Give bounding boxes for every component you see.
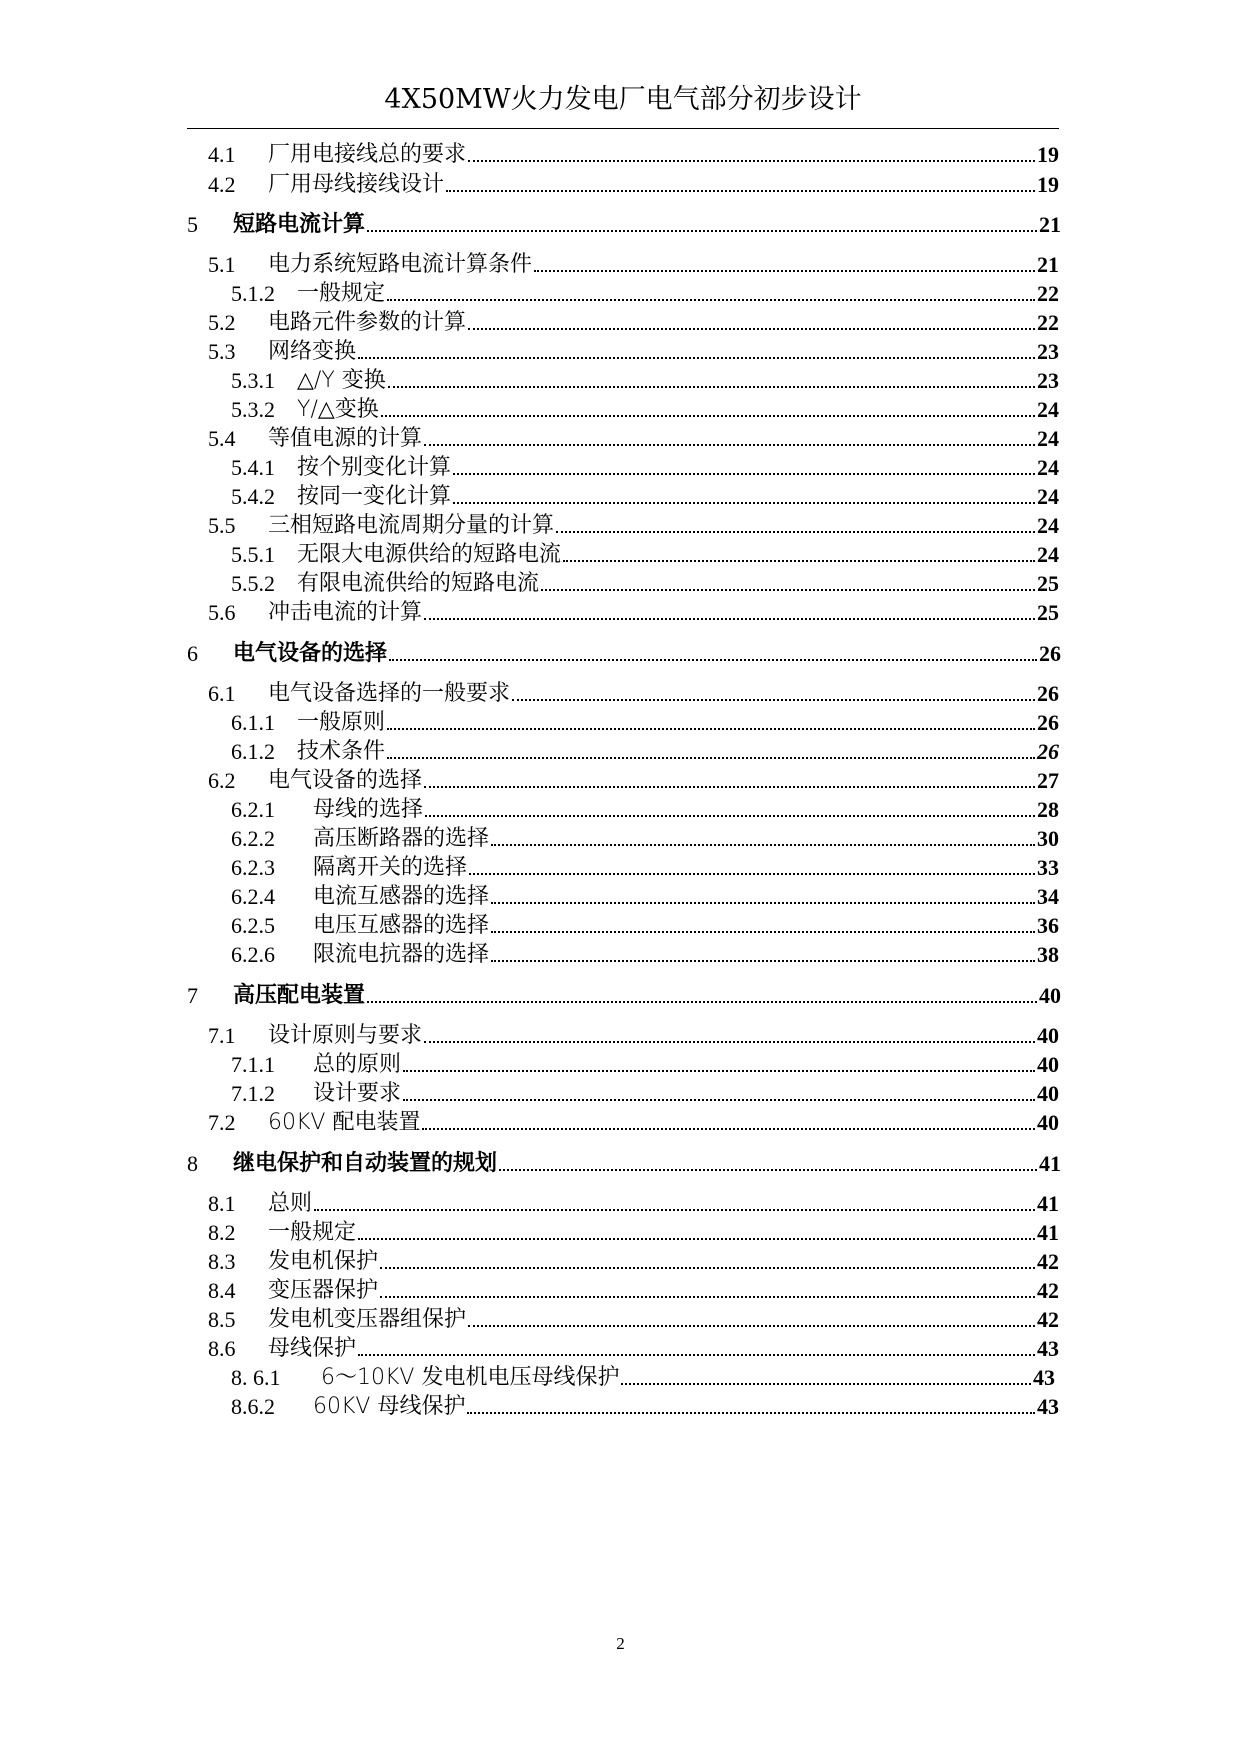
toc-dot-leader: [446, 190, 1035, 192]
toc-dot-leader: [563, 560, 1035, 562]
toc-entry-number: 5.4: [208, 426, 236, 451]
toc-dot-leader: [424, 1041, 1035, 1043]
toc-entry[interactable]: [187, 1302, 1059, 1334]
toc-dot-leader: [367, 230, 1037, 232]
toc-entry-number: 8.6.2: [231, 1394, 275, 1419]
toc-entry[interactable]: [187, 1360, 1055, 1392]
toc-entry-title: 设计原则与要求: [268, 1023, 423, 1048]
toc-entry[interactable]: [187, 247, 1059, 279]
toc-entry-page: 24: [1037, 484, 1059, 509]
toc-entry-title: 隔离开关的选择: [313, 855, 468, 880]
toc-entry-page: 24: [1037, 513, 1059, 538]
toc-entry[interactable]: [187, 305, 1059, 337]
toc-entry-page: 40: [1037, 1081, 1059, 1106]
toc-entry-page: 40: [1037, 1110, 1059, 1135]
toc-entry[interactable]: [187, 1244, 1059, 1276]
toc-entry-page: 23: [1037, 339, 1059, 364]
toc-dot-leader: [424, 618, 1035, 620]
toc-entry-page: 24: [1037, 397, 1059, 422]
page-header-title: 4X50MW火力发电厂电气部分初步设计: [384, 84, 862, 115]
toc-dot-leader: [389, 659, 1037, 661]
toc-entry[interactable]: [187, 1146, 1061, 1178]
toc-entry[interactable]: [187, 1389, 1059, 1421]
toc-entry-page: 33: [1037, 855, 1059, 880]
toc-entry-title: 总的原则: [313, 1052, 402, 1077]
toc-entry-number: 8: [187, 1151, 198, 1176]
toc-entry-page: 27: [1037, 768, 1059, 793]
toc-entry-page: 40: [1037, 1023, 1059, 1048]
toc-entry[interactable]: [187, 1018, 1059, 1050]
toc-entry-number: 6.1.1: [231, 710, 275, 735]
toc-entry-page: 26: [1037, 739, 1059, 764]
toc-entry-page: 26: [1037, 710, 1059, 735]
toc-entry-page: 38: [1037, 942, 1059, 967]
toc-entry-number: 8.3: [208, 1249, 236, 1274]
toc-entry[interactable]: [187, 508, 1059, 540]
toc-entry-title: 高压断路器的选择: [313, 826, 490, 851]
toc-entry-page: 41: [1037, 1191, 1059, 1216]
toc-entry-number: 7.2: [208, 1110, 236, 1135]
toc-entry-number: 8.2: [208, 1220, 236, 1245]
toc-dot-leader: [380, 1267, 1035, 1269]
toc-entry-number: 5.3: [208, 339, 236, 364]
toc-entry-title: 变压器保护: [268, 1278, 379, 1303]
toc-entry-title: 母线的选择: [313, 797, 424, 822]
toc-entry-page: 28: [1037, 797, 1059, 822]
toc-entry[interactable]: [187, 137, 1059, 169]
header-rule: [187, 128, 1059, 129]
toc-dot-leader: [388, 386, 1035, 388]
toc-entry-page: 42: [1037, 1278, 1059, 1303]
toc-entry[interactable]: [187, 421, 1059, 453]
toc-entry-number: 5.4.2: [231, 484, 275, 509]
toc-entry-title: 电路元件参数的计算: [268, 310, 467, 335]
toc-entry-title: 厂用母线接线设计: [268, 172, 445, 197]
toc-entry-page: 21: [1039, 212, 1061, 237]
toc-dot-leader: [491, 902, 1035, 904]
toc-entry-page: 41: [1039, 1151, 1061, 1176]
toc-entry-number: 7.1: [208, 1023, 236, 1048]
toc-entry[interactable]: [187, 850, 1059, 882]
toc-entry-page: 36: [1037, 913, 1059, 938]
toc-entry-page: 30: [1037, 826, 1059, 851]
toc-entry-page: 19: [1037, 172, 1059, 197]
toc-dot-leader: [358, 1354, 1035, 1356]
toc-entry[interactable]: [187, 537, 1059, 569]
toc-entry-number: 7.1.2: [231, 1081, 275, 1106]
toc-dot-leader: [468, 328, 1035, 330]
toc-dot-leader: [358, 1238, 1035, 1240]
toc-dot-leader: [541, 589, 1035, 591]
toc-dot-leader: [387, 728, 1035, 730]
toc-dot-leader: [621, 1383, 1031, 1385]
toc-dot-leader: [556, 531, 1035, 533]
toc-entry[interactable]: [187, 676, 1059, 708]
toc-entry-number: 5.6: [208, 600, 236, 625]
toc-entry-number: 5.5: [208, 513, 236, 538]
toc-entry-number: 6.2.2: [231, 826, 275, 851]
toc-entry-number: 5.1: [208, 252, 236, 277]
toc-entry-number: 5.2: [208, 310, 236, 335]
toc-entry[interactable]: [187, 1215, 1059, 1247]
toc-entry-page: 41: [1037, 1220, 1059, 1245]
toc-dot-leader: [358, 357, 1035, 359]
toc-entry-number: 6.1: [208, 681, 236, 706]
toc-entry[interactable]: [187, 1047, 1059, 1079]
toc-entry-number: 8.1: [208, 1191, 236, 1216]
toc-entry-title: 按个别变化计算: [297, 455, 452, 480]
toc-entry-title: 三相短路电流周期分量的计算: [268, 513, 555, 538]
toc-entry-page: 26: [1039, 641, 1061, 666]
toc-entry-page: 40: [1039, 983, 1061, 1008]
toc-entry[interactable]: [187, 167, 1059, 199]
toc-entry[interactable]: [187, 566, 1059, 598]
toc-entry-number: 5.5.1: [231, 542, 275, 567]
toc-entry-title: 有限电流供给的短路电流: [297, 571, 540, 596]
toc-entry-number: 5.1.2: [231, 281, 275, 306]
toc-dot-leader: [491, 960, 1035, 962]
toc-entry-title: 母线保护: [268, 1336, 357, 1361]
toc-entry-title: 短路电流计算: [233, 212, 366, 237]
toc-entry-page: 24: [1037, 542, 1059, 567]
toc-entry[interactable]: [187, 705, 1059, 737]
toc-entry-page: 24: [1037, 455, 1059, 480]
toc-entry-number: 7.1.1: [231, 1052, 275, 1077]
toc-entry[interactable]: [187, 763, 1059, 795]
toc-entry-page: 25: [1037, 600, 1059, 625]
toc-entry-page: 19: [1037, 142, 1059, 167]
toc-entry-title: △/Y 变换: [297, 368, 386, 393]
toc-entry[interactable]: [187, 334, 1059, 366]
toc-entry-number: 5.3.1: [231, 368, 275, 393]
toc-entry-page: 22: [1037, 310, 1059, 335]
toc-dot-leader: [422, 1128, 1035, 1130]
toc-entry-title: 网络变换: [268, 339, 357, 364]
toc-entry-number: 8. 6.1: [231, 1365, 281, 1390]
toc-entry[interactable]: [187, 276, 1059, 308]
toc-entry-title: 设计要求: [313, 1081, 402, 1106]
toc-entry-title: 按同一变化计算: [297, 484, 452, 509]
toc-entry-title: 电力系统短路电流计算条件: [268, 252, 533, 277]
toc-entry-page: 43: [1033, 1365, 1055, 1390]
toc-entry-title: 一般规定: [297, 281, 386, 306]
toc-entry[interactable]: [187, 734, 1059, 766]
toc-entry-title: 电流互感器的选择: [313, 884, 490, 909]
toc-dot-leader: [403, 1099, 1035, 1101]
toc-dot-leader: [468, 1325, 1035, 1327]
toc-entry-number: 6.2.1: [231, 797, 275, 822]
page-number: 2: [616, 1634, 625, 1653]
toc-dot-leader: [491, 931, 1035, 933]
toc-entry[interactable]: [187, 392, 1059, 424]
toc-entry-page: 24: [1037, 426, 1059, 451]
toc-entry-title: 技术条件: [297, 739, 386, 764]
toc-entry-number: 5.5.2: [231, 571, 275, 596]
toc-entry-number: 6.2.4: [231, 884, 275, 909]
toc-dot-leader: [314, 1209, 1035, 1211]
toc-entry-title: 无限大电源供给的短路电流: [297, 542, 562, 567]
toc-dot-leader: [453, 473, 1035, 475]
toc-entry[interactable]: [187, 879, 1059, 911]
toc-entry-title: 发电机保护: [268, 1249, 379, 1274]
toc-dot-leader: [512, 699, 1035, 701]
toc-entry-page: 40: [1037, 1052, 1059, 1077]
toc-dot-leader: [381, 415, 1035, 417]
toc-entry[interactable]: [187, 636, 1061, 668]
toc-entry-number: 6.1.2: [231, 739, 275, 764]
toc-entry[interactable]: [187, 792, 1059, 824]
toc-entry-title: 一般规定: [268, 1220, 357, 1245]
toc-dot-leader: [467, 1412, 1035, 1414]
toc-entry-page: 23: [1037, 368, 1059, 393]
toc-entry-page: 26: [1037, 681, 1059, 706]
toc-entry[interactable]: [187, 450, 1059, 482]
toc-entry-title: 等值电源的计算: [268, 426, 423, 451]
toc-dot-leader: [469, 873, 1035, 875]
toc-dot-leader: [491, 844, 1035, 846]
toc-entry-page: 34: [1037, 884, 1059, 909]
toc-entry[interactable]: [187, 1076, 1059, 1108]
toc-entry-number: 6.2.5: [231, 913, 275, 938]
toc-entry[interactable]: [187, 1186, 1059, 1218]
toc-entry-title: 发电机变压器组保护: [268, 1307, 467, 1332]
toc-entry-page: 25: [1037, 571, 1059, 596]
toc-entry-title: 总则: [268, 1191, 313, 1216]
toc-entry-title: 继电保护和自动装置的规划: [233, 1151, 498, 1176]
toc-entry-page: 43: [1037, 1336, 1059, 1361]
toc-entry-number: 4.1: [208, 142, 236, 167]
toc-entry-page: 42: [1037, 1307, 1059, 1332]
toc-entry-title: 电气设备的选择: [233, 641, 388, 666]
toc-entry-title: 一般原则: [297, 710, 386, 735]
toc-entry[interactable]: [187, 1273, 1059, 1305]
toc-entry[interactable]: [187, 821, 1059, 853]
toc-entry-number: 5.3.2: [231, 397, 275, 422]
toc-entry-title: 电压互感器的选择: [313, 913, 490, 938]
toc-entry-page: 43: [1037, 1394, 1059, 1419]
toc-entry-title: 电气设备的选择: [268, 768, 423, 793]
toc-dot-leader: [380, 1296, 1035, 1298]
toc-entry-number: 4.2: [208, 172, 236, 197]
toc-entry-title: 限流电抗器的选择: [313, 942, 490, 967]
toc-entry[interactable]: [187, 479, 1059, 511]
toc-entry-title: 60KV 母线保护: [313, 1394, 466, 1419]
toc-dot-leader: [499, 1169, 1037, 1171]
toc-entry-title: 冲击电流的计算: [268, 600, 423, 625]
toc-entry-number: 8.5: [208, 1307, 236, 1332]
toc-entry[interactable]: [187, 937, 1059, 969]
toc-dot-leader: [424, 786, 1035, 788]
toc-entry-title: 高压配电装置: [233, 983, 366, 1008]
toc-entry-number: 8.4: [208, 1278, 236, 1303]
toc-entry-number: 5.4.1: [231, 455, 275, 480]
toc-entry-number: 6.2.6: [231, 942, 275, 967]
toc-entry-title: 厂用电接线总的要求: [268, 142, 467, 167]
toc-entry[interactable]: [187, 908, 1059, 940]
toc-entry-number: 7: [187, 983, 198, 1008]
toc-entry-page: 42: [1037, 1249, 1059, 1274]
toc-entry-number: 6.2.3: [231, 855, 275, 880]
toc-entry[interactable]: [187, 1105, 1059, 1137]
toc-dot-leader: [453, 502, 1035, 504]
toc-dot-leader: [403, 1070, 1035, 1072]
toc-entry-number: 6: [187, 641, 198, 666]
toc-entry-number: 6.2: [208, 768, 236, 793]
toc-dot-leader: [424, 444, 1035, 446]
toc-entry[interactable]: [187, 363, 1059, 395]
toc-entry[interactable]: [187, 207, 1061, 239]
toc-entry-number: 5: [187, 212, 198, 237]
toc-entry-title: 电气设备选择的一般要求: [268, 681, 511, 706]
toc-entry-title: 60KV 配电装置: [268, 1110, 421, 1135]
toc-dot-leader: [387, 299, 1035, 301]
toc-dot-leader: [468, 160, 1035, 162]
toc-entry-page: 22: [1037, 281, 1059, 306]
toc-entry[interactable]: [187, 978, 1061, 1010]
toc-dot-leader: [534, 270, 1035, 272]
toc-entry-title: Y/△变换: [297, 397, 379, 422]
toc-entry[interactable]: [187, 1331, 1059, 1363]
toc-entry-title: 6～10KV 发电机电压母线保护: [321, 1365, 620, 1390]
toc-dot-leader: [425, 815, 1035, 817]
toc-dot-leader: [367, 1001, 1037, 1003]
toc-entry-page: 21: [1037, 252, 1059, 277]
toc-dot-leader: [387, 757, 1035, 759]
toc-entry[interactable]: [187, 595, 1059, 627]
toc-entry-number: 8.6: [208, 1336, 236, 1361]
